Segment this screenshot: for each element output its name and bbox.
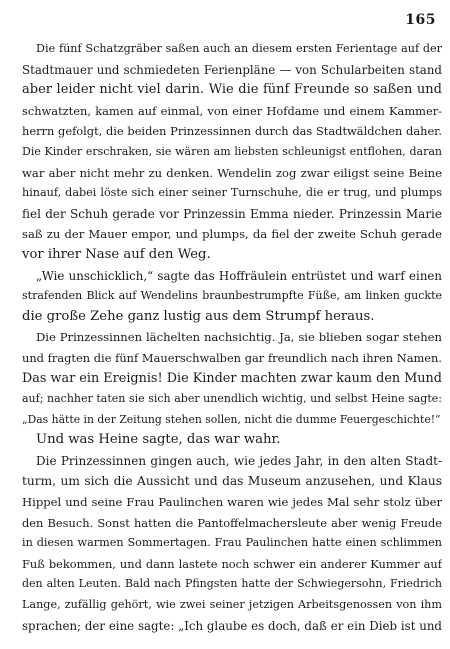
text-line: den Besuch. Sonst hatten die Pantoffelmachersleute aber wenig Freude	[22, 515, 442, 530]
page-number: 165	[405, 12, 436, 28]
text-line: schwatzten, kamen auf einmal, von einer Hofdame und einem Kammer-	[22, 103, 442, 118]
text-line: in diesen warmen Sommertagen. Frau Paulinchen hatte einen schlimmen	[22, 536, 442, 550]
text-line: Die Prinzessinnen lächelten nachsichtig. Ja, sie blieben sogar stehen	[36, 330, 442, 345]
text-line: den alten Leuten. Bald nach Pfingsten hatte der Schwiegersohn, Friedrich	[22, 577, 442, 591]
text-line: und fragten die fünf Mauerschwalben gar freundlich nach ihren Namen.	[22, 350, 442, 365]
text-line: aber leider nicht viel darin. Wie die fünf Freunde so saßen und	[22, 82, 442, 98]
text-line: hinauf, dabei löste sich einer seiner Turnschuhe, die er trug, und plumps	[22, 186, 442, 200]
text-line: Stadtmauer und schmiedeten Ferienpläne — von Schularbeiten stand	[22, 62, 442, 77]
text-line: war aber nicht mehr zu denken. Wendelin zog zwar eiligst seine Beine	[22, 165, 442, 180]
text-line: „Das hätte in der Zeitung stehen sollen, nicht die dumme Feuergeschichte!“	[22, 412, 441, 426]
text-line: Die Kinder erschraken, sie wären am liebsten schleunigst entflohen, daran	[22, 144, 442, 158]
text-line: die große Zehe ganz lustig aus dem Strumpf heraus.	[22, 308, 375, 324]
text-line: turm, um sich die Aussicht und das Museum anzusehen, und Klaus	[22, 474, 442, 489]
text-line: Hippel und seine Frau Paulinchen waren wie jedes Mal sehr stolz über	[22, 495, 442, 510]
body-text	[22, 39, 442, 636]
text-line: Lange, zufällig gehört, wie zwei seiner jetzigen Arbeitsgenossen von ihm	[22, 598, 442, 612]
text-line: fiel der Schuh gerade vor Prinzessin Emma nieder. Prinzessin Marie	[22, 206, 442, 221]
text-line: „Wie unschicklich,“ sagte das Hoffräulein entrüstet und warf einen	[36, 268, 442, 283]
text-line: Fuß bekommen, und dann lastete noch schwer ein anderer Kummer auf	[22, 556, 442, 571]
text-line: Und was Heine sagte, das war wahr.	[36, 432, 281, 448]
text-line: auf; nachher taten sie sich aber unendlich wichtig, und selbst Heine sagte:	[22, 392, 442, 406]
text-line: saß zu der Mauer empor, und plumps, da fiel der zweite Schuh gerade	[22, 227, 442, 242]
text-line: Die fünf Schatzgräber saßen auch an diesem ersten Ferientage auf der	[36, 42, 442, 55]
text-line: herrn gefolgt, die beiden Prinzessinnen durch das Stadtwäldchen daher.	[22, 124, 442, 139]
text-line: sprachen; der eine sagte: „Ich glaube es doch, daß er ein Dieb ist und	[22, 618, 442, 633]
text-line: Das war ein Ereignis! Die Kinder machten zwar kaum den Mund	[22, 370, 442, 386]
text-line: Die Prinzessinnen gingen auch, wie jedes Jahr, in den alten Stadt-	[36, 453, 442, 468]
text-line: strafenden Blick auf Wendelins braunbestrumpfte Füße, am linken guckte	[22, 289, 442, 303]
text-line: vor ihrer Nase auf den Weg.	[22, 246, 211, 262]
